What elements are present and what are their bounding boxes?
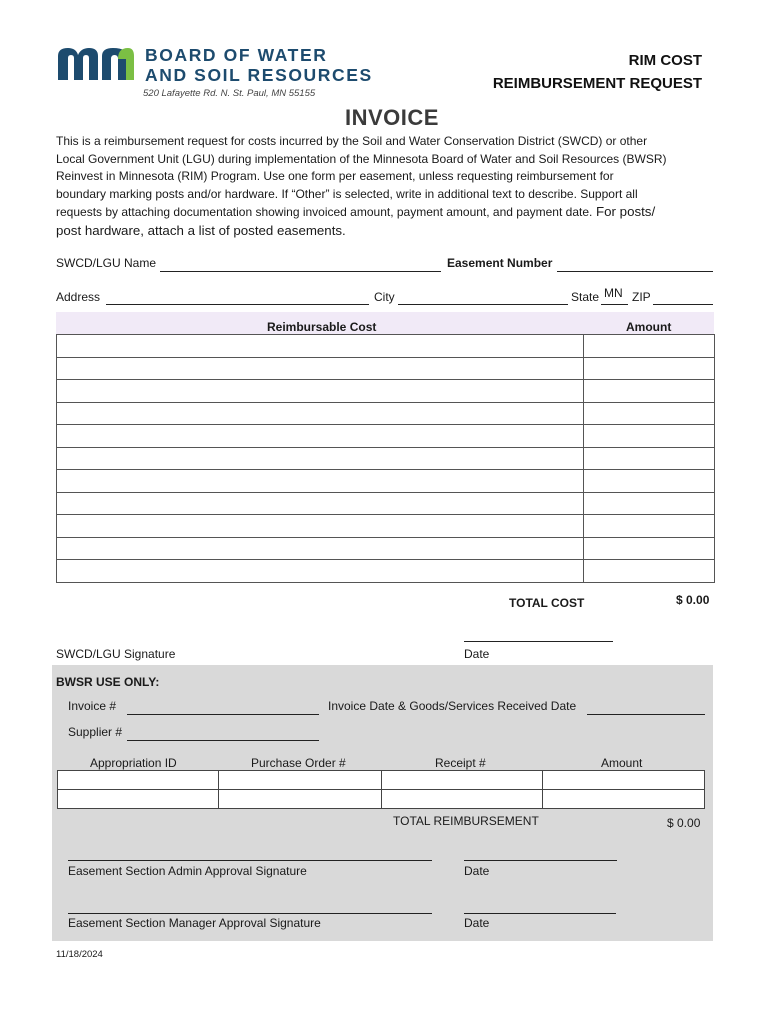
table-row (57, 380, 715, 403)
bwsr-heading: BWSR USE ONLY: (56, 675, 160, 689)
bwsr-table (57, 770, 705, 809)
appropriation-id-cell[interactable] (58, 771, 219, 790)
zip-label: ZIP (632, 290, 651, 304)
table-row (57, 537, 715, 560)
amount-cell[interactable] (584, 380, 715, 403)
revision-date: 11/18/2024 (56, 949, 103, 960)
cost-cell[interactable] (57, 402, 584, 425)
instructions-line: boundary marking posts and/or hardware. If “Other” is selected, write in additional text to describe. Support all (56, 186, 638, 201)
amount-cell[interactable] (584, 425, 715, 448)
instructions-line: This is a reimbursement request for costs incurred by the Soil and Water Conservation District (SWCD) or other (56, 134, 648, 148)
city-field[interactable] (398, 291, 568, 305)
receipt-cell[interactable] (382, 771, 543, 790)
purchase-order-cell[interactable] (219, 790, 382, 809)
state-value[interactable]: MN (604, 286, 623, 300)
total-cost-value: $ 0.00 (676, 593, 710, 607)
cost-cell[interactable] (57, 335, 584, 358)
cost-table (56, 334, 715, 583)
signature-date-line[interactable] (464, 641, 613, 642)
purchase-order-cell[interactable] (219, 771, 382, 790)
instructions-paragraph (56, 133, 716, 239)
cost-cell[interactable] (57, 357, 584, 380)
manager-signature-label: Easement Section Manager Approval Signature (68, 916, 321, 930)
admin-signature-line[interactable] (68, 860, 432, 861)
city-input[interactable] (398, 292, 568, 305)
cost-cell[interactable] (57, 470, 584, 493)
invoice-heading: INVOICE (345, 105, 439, 130)
cost-cell[interactable] (57, 515, 584, 538)
bwsr-amount-header: Amount (601, 756, 643, 770)
table-row (57, 560, 715, 583)
zip-field[interactable] (653, 291, 713, 305)
amount-cell[interactable] (584, 537, 715, 560)
appropriation-id-cell[interactable] (58, 790, 219, 809)
instructions-line (56, 203, 716, 222)
city-label: City (374, 290, 395, 304)
address-field[interactable] (106, 291, 369, 305)
table-row (58, 790, 705, 809)
cost-cell[interactable] (57, 560, 584, 583)
appropriation-id-header: Appropriation ID (90, 756, 177, 770)
invoice-number-label: Invoice # (68, 699, 117, 713)
admin-signature-label: Easement Section Admin Approval Signature (68, 864, 307, 878)
instructions-line: post hardware, attach a list of posted easements. (56, 222, 346, 238)
cost-cell[interactable] (57, 380, 584, 403)
invoice-number-field[interactable] (127, 701, 319, 715)
address-label: Address (56, 290, 101, 304)
amount-cell[interactable] (584, 560, 715, 583)
cost-cell[interactable] (57, 447, 584, 470)
amount-cell[interactable] (584, 335, 715, 358)
supplier-number-label: Supplier # (68, 725, 123, 739)
instructions-line: Reinvest in Minnesota (RIM) Program. Use one form per easement, unless requesting reimbursement for (56, 169, 614, 183)
admin-date-line[interactable] (464, 860, 617, 861)
amount-cell[interactable] (584, 357, 715, 380)
doc-title-line2: REIMBURSEMENT REQUEST (492, 75, 702, 92)
supplier-number-field[interactable] (127, 727, 319, 741)
amount-header: Amount (626, 320, 672, 334)
bwsr-logo (56, 44, 136, 82)
cost-cell[interactable] (57, 537, 584, 560)
swcd-signature-label: SWCD/LGU Signature (56, 647, 176, 661)
manager-date-label: Date (464, 916, 490, 930)
zip-input[interactable] (653, 292, 713, 305)
signature-date-label: Date (464, 647, 490, 661)
table-row (57, 447, 715, 470)
total-cost-label: TOTAL COST (509, 596, 585, 610)
swcd-name-field[interactable] (160, 258, 441, 272)
instructions-line: Local Government Unit (LGU) during implementation of the Minnesota Board of Water and Soil Resources (BWSR) (56, 151, 667, 166)
amount-cell[interactable] (584, 447, 715, 470)
reimbursable-cost-header: Reimbursable Cost (267, 320, 377, 334)
table-row (57, 425, 715, 448)
bwsr-amount-cell[interactable] (543, 771, 705, 790)
manager-signature-line[interactable] (68, 913, 432, 914)
manager-date-line[interactable] (464, 913, 616, 914)
bwsr-amount-cell[interactable] (543, 790, 705, 809)
amount-cell[interactable] (584, 470, 715, 493)
doc-title-line1: RIM COST (628, 52, 702, 69)
table-row (57, 357, 715, 380)
amount-cell[interactable] (584, 492, 715, 515)
swcd-name-input[interactable] (160, 259, 441, 272)
admin-date-label: Date (464, 864, 490, 878)
receipt-header: Receipt # (435, 756, 486, 770)
receipt-cell[interactable] (382, 790, 543, 809)
swcd-name-label: SWCD/LGU Name (56, 256, 157, 270)
table-row (58, 771, 705, 790)
mn-logo-icon (56, 44, 136, 82)
easement-number-input[interactable] (557, 259, 713, 272)
org-address: 520 Lafayette Rd. N. St. Paul, MN 55155 (143, 88, 316, 99)
instructions-text: For posts/ (592, 204, 656, 219)
total-reimbursement-label: TOTAL REIMBURSEMENT (393, 814, 539, 828)
amount-cell[interactable] (584, 515, 715, 538)
state-label: State (571, 290, 600, 304)
easement-number-label: Easement Number (447, 256, 553, 270)
amount-cell[interactable] (584, 402, 715, 425)
table-row (57, 335, 715, 358)
org-name-line1: BOARD OF WATER (145, 45, 328, 65)
invoice-date-label: Invoice Date & Goods/Services Received Date (328, 699, 577, 713)
total-reimbursement-value: $ 0.00 (667, 816, 701, 830)
address-input[interactable] (106, 292, 369, 305)
cost-cell[interactable] (57, 425, 584, 448)
table-row (57, 470, 715, 493)
easement-number-field[interactable] (557, 258, 713, 272)
org-name-line2: AND SOIL RESOURCES (145, 65, 373, 85)
cost-table-header (56, 312, 714, 334)
invoice-date-field[interactable] (587, 701, 705, 715)
cost-cell[interactable] (57, 492, 584, 515)
table-row (57, 492, 715, 515)
purchase-order-header: Purchase Order # (251, 756, 346, 770)
table-row (57, 402, 715, 425)
table-row (57, 515, 715, 538)
instructions-text: requests by attaching documentation showing invoiced amount, payment amount, and payment date. (56, 205, 593, 219)
